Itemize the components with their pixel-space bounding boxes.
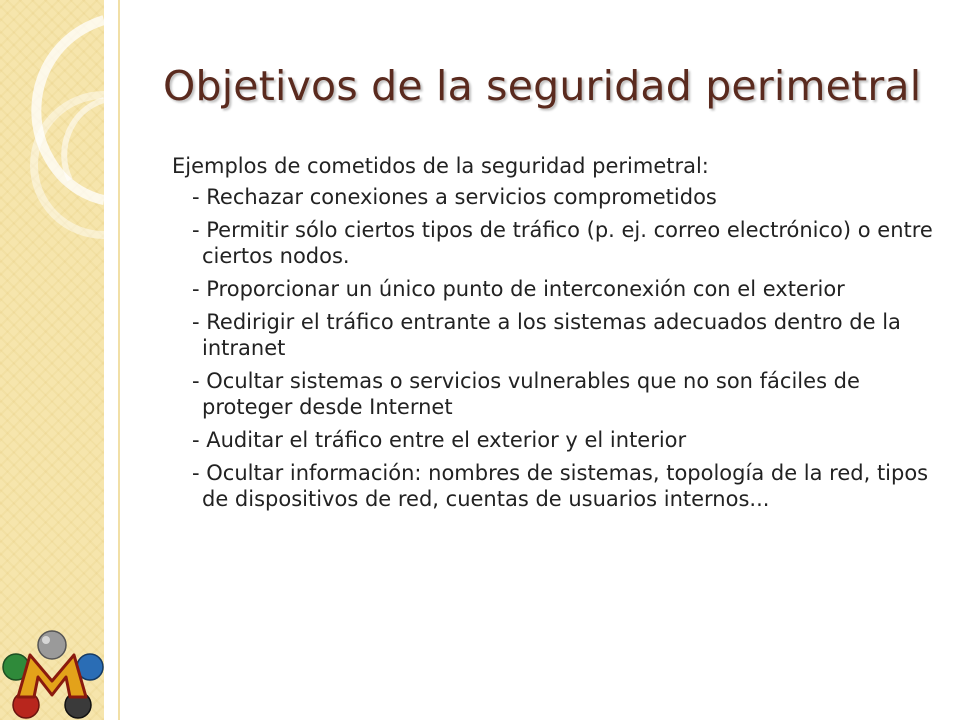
slide-title: Objetivos de la seguridad perimetral	[163, 62, 922, 110]
list-item: - Permitir sólo ciertos tipos de tráfico (p. ej. correo electrónico) o entre ciertos nodos.	[192, 218, 933, 268]
list-item: - Proporcionar un único punto de interconexión con el exterior	[192, 277, 845, 301]
slide-content	[172, 152, 942, 519]
list-item: - Redirigir el tráfico entrante a los sistemas adecuados dentro de la intranet	[192, 310, 901, 360]
list-item: - Auditar el tráfico entre el exterior y el interior	[192, 428, 687, 452]
swirl-decoration-icon	[0, 0, 104, 300]
list-item: - Ocultar información: nombres de sistemas, topología de la red, tipos de dispositivos de red, cuentas de usuarios internos...	[192, 461, 929, 511]
sidebar-decoration	[0, 0, 104, 720]
list-item: - Ocultar sistemas o servicios vulnerables que no son fáciles de proteger desde Internet	[192, 369, 860, 419]
bullet-list	[172, 184, 942, 512]
m-logo-icon	[0, 625, 104, 720]
list-item: - Rechazar conexiones a servicios comprometidos	[192, 185, 717, 209]
sidebar-divider	[118, 0, 120, 720]
intro-text: Ejemplos de cometidos de la seguridad perimetral:	[172, 154, 709, 178]
